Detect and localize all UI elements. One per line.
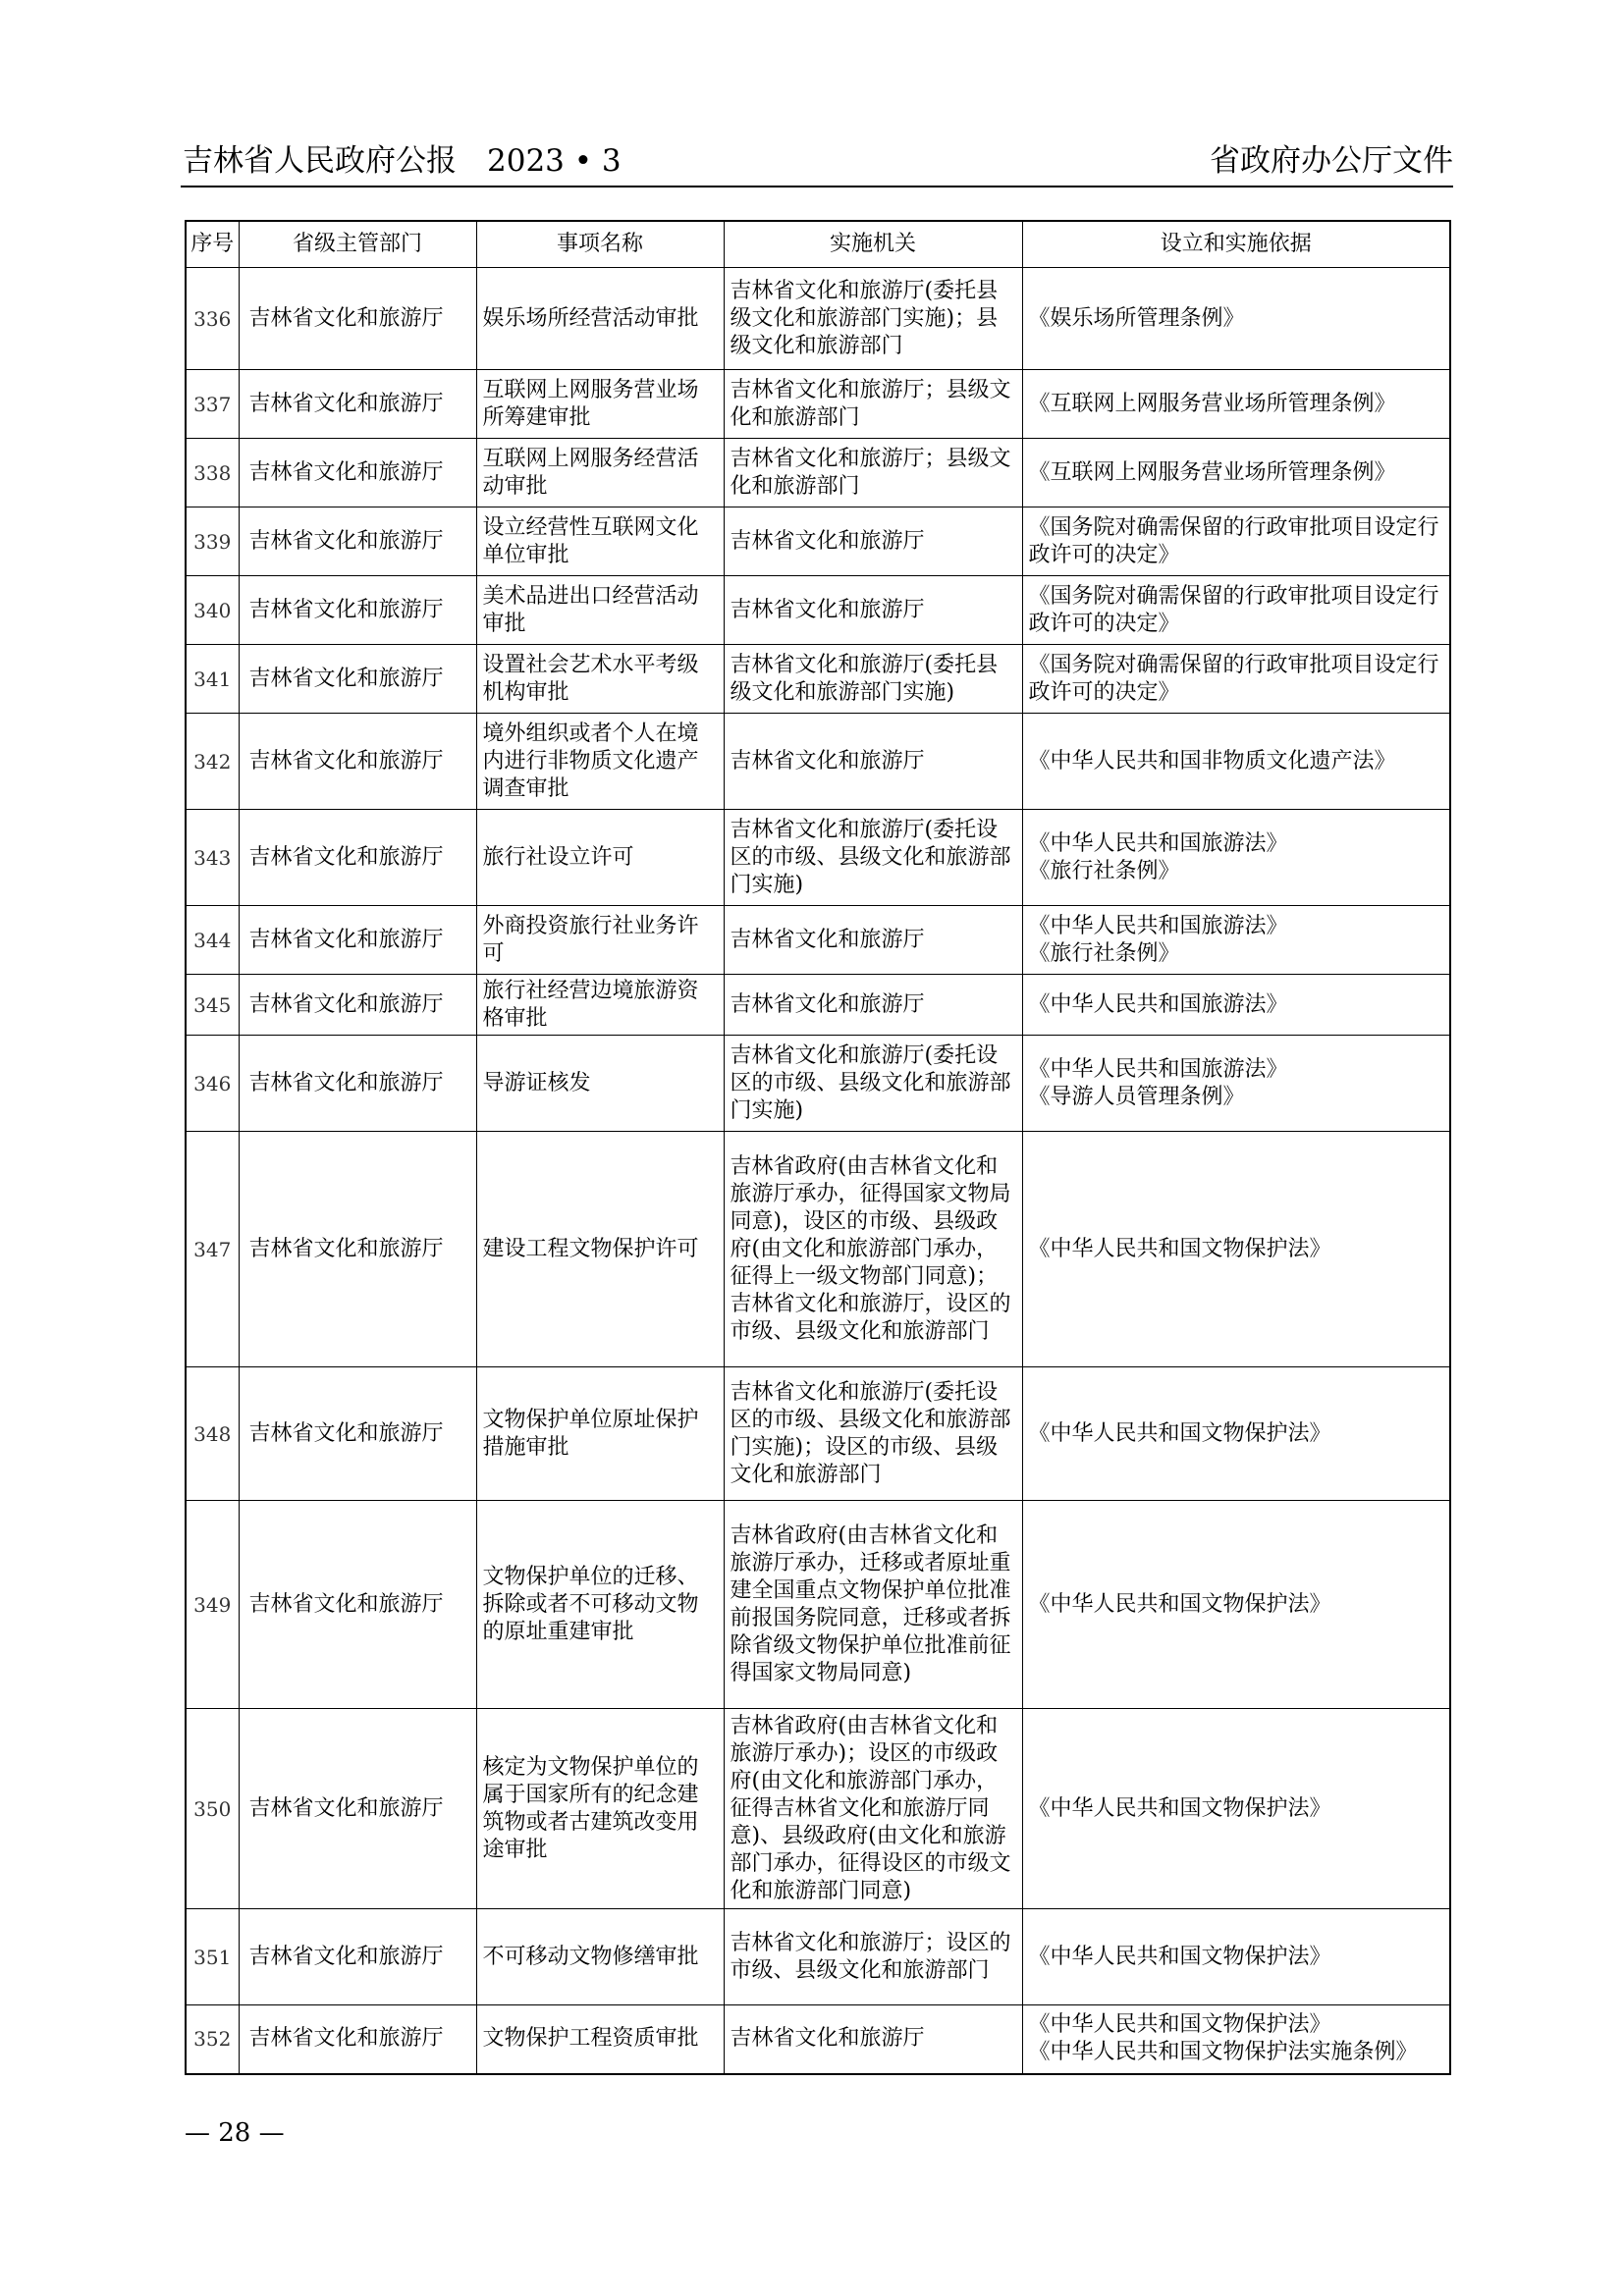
- row-basis: 《中华人民共和国非物质文化遗产法》: [1022, 714, 1450, 810]
- table-row: [186, 507, 1450, 576]
- col-header-basis: 设立和实施依据: [1022, 221, 1450, 268]
- row-department: 吉林省文化和旅游厅: [239, 1909, 476, 2005]
- row-department: 吉林省文化和旅游厅: [239, 714, 476, 810]
- row-item-name: 外商投资旅行社业务许可: [476, 906, 724, 975]
- row-number: 340: [186, 576, 239, 645]
- row-department: 吉林省文化和旅游厅: [239, 2005, 476, 2074]
- row-number: 347: [186, 1132, 239, 1367]
- row-agency: 吉林省政府(由吉林省文化和旅游厅承办，迁移或者原址重建全国重点文物保护单位批准前报国务院同意，迁移或者拆除省级文物保护单位批准前征得国家文物局同意): [724, 1501, 1022, 1709]
- row-item-name: 旅行社经营边境旅游资格审批: [476, 975, 724, 1036]
- approval-items-table: [185, 220, 1451, 2075]
- publication-title: 吉林省人民政府公报 2023 • 3: [183, 143, 622, 179]
- table-row: [186, 1709, 1450, 1909]
- row-item-name: 核定为文物保护单位的属于国家所有的纪念建筑物或者古建筑改变用途审批: [476, 1709, 724, 1909]
- row-agency: 吉林省文化和旅游厅: [724, 576, 1022, 645]
- row-number: 339: [186, 507, 239, 576]
- table-row: [186, 906, 1450, 975]
- row-item-name: 建设工程文物保护许可: [476, 1132, 724, 1367]
- row-agency: 吉林省文化和旅游厅(委托县级文化和旅游部门实施)；县级文化和旅游部门: [724, 268, 1022, 370]
- row-number: 348: [186, 1367, 239, 1501]
- table-body: [186, 268, 1450, 2074]
- row-item-name: 设置社会艺术水平考级机构审批: [476, 645, 724, 714]
- row-basis: 《中华人民共和国文物保护法》: [1022, 1367, 1450, 1501]
- page-header: [181, 128, 1453, 187]
- row-item-name: 设立经营性互联网文化单位审批: [476, 507, 724, 576]
- row-department: 吉林省文化和旅游厅: [239, 645, 476, 714]
- col-header-item: 事项名称: [476, 221, 724, 268]
- col-header-agency: 实施机关: [724, 221, 1022, 268]
- row-item-name: 文物保护单位的迁移、拆除或者不可移动文物的原址重建审批: [476, 1501, 724, 1709]
- row-number: 345: [186, 975, 239, 1036]
- row-basis: 《互联网上网服务营业场所管理条例》: [1022, 439, 1450, 507]
- table-row: [186, 810, 1450, 906]
- table-row: [186, 1036, 1450, 1132]
- table-row: [186, 268, 1450, 370]
- row-number: 352: [186, 2005, 239, 2074]
- row-item-name: 文物保护工程资质审批: [476, 2005, 724, 2074]
- row-department: 吉林省文化和旅游厅: [239, 906, 476, 975]
- row-basis: 《互联网上网服务营业场所管理条例》: [1022, 370, 1450, 439]
- row-basis: 《中华人民共和国文物保护法》: [1022, 1709, 1450, 1909]
- table-row: [186, 2005, 1450, 2074]
- row-agency: 吉林省文化和旅游厅: [724, 2005, 1022, 2074]
- row-agency: 吉林省文化和旅游厅: [724, 975, 1022, 1036]
- row-basis: 《国务院对确需保留的行政审批项目设定行政许可的决定》: [1022, 576, 1450, 645]
- row-department: 吉林省文化和旅游厅: [239, 1709, 476, 1909]
- table-row: [186, 370, 1450, 439]
- section-title: 省政府办公厅文件: [1210, 143, 1453, 179]
- row-number: 350: [186, 1709, 239, 1909]
- row-basis: 《中华人民共和国文物保护法》: [1022, 1909, 1450, 2005]
- row-department: 吉林省文化和旅游厅: [239, 268, 476, 370]
- table-row: [186, 1132, 1450, 1367]
- row-agency: 吉林省文化和旅游厅；设区的市级、县级文化和旅游部门: [724, 1909, 1022, 2005]
- row-department: 吉林省文化和旅游厅: [239, 370, 476, 439]
- row-basis: 《中华人民共和国旅游法》 《旅行社条例》: [1022, 906, 1450, 975]
- row-basis: 《中华人民共和国文物保护法》 《中华人民共和国文物保护法实施条例》: [1022, 2005, 1450, 2074]
- row-item-name: 不可移动文物修缮审批: [476, 1909, 724, 2005]
- row-item-name: 互联网上网服务营业场所筹建审批: [476, 370, 724, 439]
- row-department: 吉林省文化和旅游厅: [239, 1132, 476, 1367]
- row-item-name: 导游证核发: [476, 1036, 724, 1132]
- row-number: 351: [186, 1909, 239, 2005]
- col-header-dept: 省级主管部门: [239, 221, 476, 268]
- row-department: 吉林省文化和旅游厅: [239, 439, 476, 507]
- row-basis: 《娱乐场所管理条例》: [1022, 268, 1450, 370]
- row-agency: 吉林省文化和旅游厅；县级文化和旅游部门: [724, 439, 1022, 507]
- row-basis: 《中华人民共和国文物保护法》: [1022, 1501, 1450, 1709]
- row-department: 吉林省文化和旅游厅: [239, 1367, 476, 1501]
- row-agency: 吉林省政府(由吉林省文化和旅游厅承办)；设区的市级政府(由文化和旅游部门承办，征得吉林省文化和旅游厅同意)、县级政府(由文化和旅游部门承办，征得设区的市级文化和旅游部门同意): [724, 1709, 1022, 1909]
- row-department: 吉林省文化和旅游厅: [239, 576, 476, 645]
- row-department: 吉林省文化和旅游厅: [239, 1036, 476, 1132]
- row-number: 344: [186, 906, 239, 975]
- table-row: [186, 1909, 1450, 2005]
- row-number: 341: [186, 645, 239, 714]
- row-basis: 《国务院对确需保留的行政审批项目设定行政许可的决定》: [1022, 645, 1450, 714]
- header-divider: [181, 186, 1453, 187]
- table-header-row: [186, 221, 1450, 268]
- row-number: 336: [186, 268, 239, 370]
- row-department: 吉林省文化和旅游厅: [239, 810, 476, 906]
- row-item-name: 境外组织或者个人在境内进行非物质文化遗产调查审批: [476, 714, 724, 810]
- table-row: [186, 975, 1450, 1036]
- row-agency: 吉林省文化和旅游厅；县级文化和旅游部门: [724, 370, 1022, 439]
- row-number: 349: [186, 1501, 239, 1709]
- table-row: [186, 576, 1450, 645]
- row-department: 吉林省文化和旅游厅: [239, 975, 476, 1036]
- row-number: 342: [186, 714, 239, 810]
- row-department: 吉林省文化和旅游厅: [239, 1501, 476, 1709]
- row-agency: 吉林省文化和旅游厅(委托设区的市级、县级文化和旅游部门实施): [724, 810, 1022, 906]
- table-row: [186, 1501, 1450, 1709]
- row-number: 338: [186, 439, 239, 507]
- col-header-no: 序号: [186, 221, 239, 268]
- row-agency: 吉林省文化和旅游厅: [724, 906, 1022, 975]
- row-agency: 吉林省文化和旅游厅: [724, 714, 1022, 810]
- row-item-name: 旅行社设立许可: [476, 810, 724, 906]
- table-row: [186, 714, 1450, 810]
- row-basis: 《中华人民共和国旅游法》: [1022, 975, 1450, 1036]
- row-basis: 《国务院对确需保留的行政审批项目设定行政许可的决定》: [1022, 507, 1450, 576]
- row-number: 346: [186, 1036, 239, 1132]
- row-agency: 吉林省文化和旅游厅(委托设区的市级、县级文化和旅游部门实施)；设区的市级、县级文化和旅游部门: [724, 1367, 1022, 1501]
- row-number: 343: [186, 810, 239, 906]
- row-item-name: 文物保护单位原址保护措施审批: [476, 1367, 724, 1501]
- row-agency: 吉林省文化和旅游厅: [724, 507, 1022, 576]
- row-item-name: 美术品进出口经营活动审批: [476, 576, 724, 645]
- row-agency: 吉林省政府(由吉林省文化和旅游厅承办，征得国家文物局同意)，设区的市级、县级政府(由文化和旅游部门承办，征得上一级文物部门同意)；吉林省文化和旅游厅，设区的市级、县级文化和旅游部门: [724, 1132, 1022, 1367]
- row-basis: 《中华人民共和国旅游法》 《导游人员管理条例》: [1022, 1036, 1450, 1132]
- page-number: — 28 —: [185, 2118, 285, 2148]
- row-item-name: 互联网上网服务经营活动审批: [476, 439, 724, 507]
- row-item-name: 娱乐场所经营活动审批: [476, 268, 724, 370]
- row-agency: 吉林省文化和旅游厅(委托县级文化和旅游部门实施): [724, 645, 1022, 714]
- row-agency: 吉林省文化和旅游厅(委托设区的市级、县级文化和旅游部门实施): [724, 1036, 1022, 1132]
- row-basis: 《中华人民共和国文物保护法》: [1022, 1132, 1450, 1367]
- table-row: [186, 645, 1450, 714]
- row-number: 337: [186, 370, 239, 439]
- row-department: 吉林省文化和旅游厅: [239, 507, 476, 576]
- row-basis: 《中华人民共和国旅游法》 《旅行社条例》: [1022, 810, 1450, 906]
- table-row: [186, 1367, 1450, 1501]
- table-row: [186, 439, 1450, 507]
